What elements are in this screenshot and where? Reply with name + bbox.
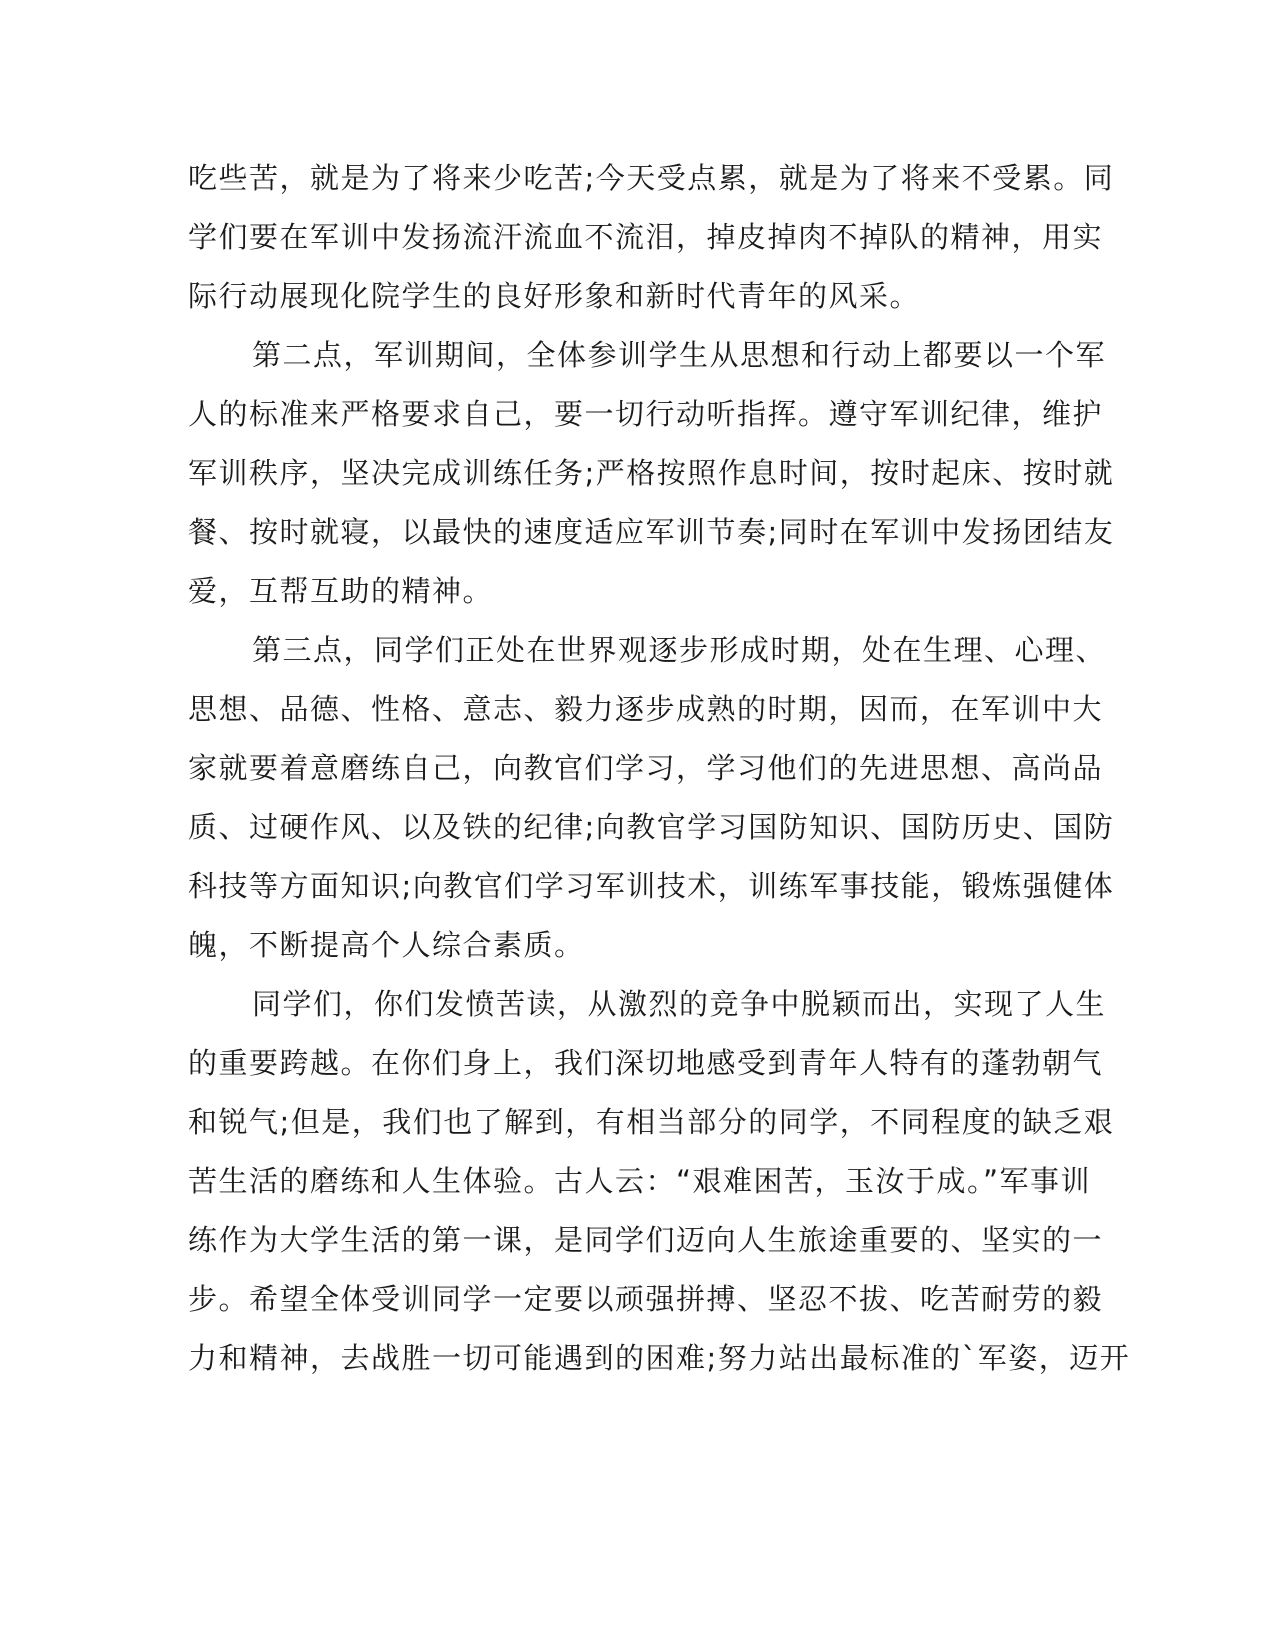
text-line: 思想、品德、性格、意志、毅力逐步成熟的时期，因而，在军训中大 bbox=[188, 692, 1104, 726]
text-line: 人的标准来严格要求自己，要一切行动听指挥。遵守军训纪律，维护 bbox=[188, 397, 1104, 431]
text-line: 际行动展现化院学生的良好形象和新时代青年的风采。 bbox=[188, 279, 921, 313]
paragraph-start-line: 第三点，同学们正处在世界观逐步形成时期，处在生理、心理、 bbox=[252, 633, 1107, 667]
text-line: 力和精神，去战胜一切可能遇到的困难;努力站出最标准的`军姿，迈开 bbox=[188, 1341, 1131, 1375]
text-line: 学们要在军训中发扬流汗流血不流泪，掉皮掉肉不掉队的精神，用实 bbox=[188, 220, 1104, 254]
text-line: 家就要着意磨练自己，向教官们学习，学习他们的先进思想、高尚品 bbox=[188, 751, 1104, 785]
text-line: 的重要跨越。在你们身上，我们深切地感受到青年人特有的蓬勃朝气 bbox=[188, 1046, 1104, 1080]
text-line: 吃些苦，就是为了将来少吃苦;今天受点累，就是为了将来不受累。同 bbox=[188, 161, 1115, 195]
text-line: 魄，不断提高个人综合素质。 bbox=[188, 928, 585, 962]
paragraph-start-line: 第二点，军训期间，全体参训学生从思想和行动上都要以一个军 bbox=[252, 338, 1107, 372]
text-line: 步。希望全体受训同学一定要以顽强拼搏、坚忍不拔、吃苦耐劳的毅 bbox=[188, 1282, 1104, 1316]
text-line: 餐、按时就寝，以最快的速度适应军训节奏;同时在军训中发扬团结友 bbox=[188, 515, 1115, 549]
text-line: 爱，互帮互助的精神。 bbox=[188, 574, 494, 608]
text-line: 苦生活的磨练和人生体验。古人云：“艰难困苦，玉汝于成。”军事训 bbox=[188, 1164, 1092, 1198]
paragraph-start-line: 同学们，你们发愤苦读，从激烈的竞争中脱颖而出，实现了人生 bbox=[252, 987, 1107, 1021]
text-line: 练作为大学生活的第一课，是同学们迈向人生旅途重要的、坚实的一 bbox=[188, 1223, 1104, 1257]
text-line: 和锐气;但是，我们也了解到，有相当部分的同学，不同程度的缺乏艰 bbox=[188, 1105, 1115, 1139]
text-line: 科技等方面知识;向教官们学习军训技术，训练军事技能，锻炼强健体 bbox=[188, 869, 1115, 903]
text-line: 质、过硬作风、以及铁的纪律;向教官学习国防知识、国防历史、国防 bbox=[188, 810, 1115, 844]
text-line: 军训秩序，坚决完成训练任务;严格按照作息时间，按时起床、按时就 bbox=[188, 456, 1115, 490]
